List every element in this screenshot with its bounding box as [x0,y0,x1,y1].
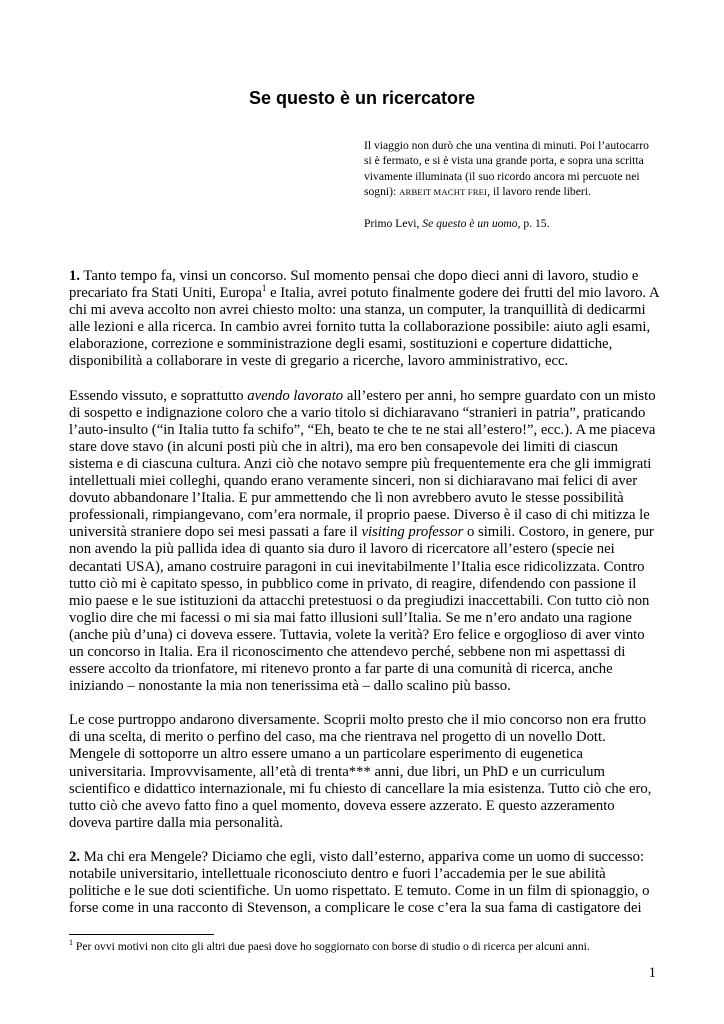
epigraph [364,138,654,231]
paragraph-4 [69,849,659,917]
paragraph-text: Tanto tempo fa, vinsi un concorso. Sul momento pensai che dopo dieci anni di lavoro, studio e precariato fra Stati Uniti, Europa [69,268,639,302]
footnote-marker: 1 [69,938,73,948]
citation-author: Primo Levi, [364,216,423,230]
paragraph-text: e Italia, avrei potuto finalmente godere dei frutti del mio lavoro. A chi mi aveva accolto non avrei chiesto molto: una stanza, un computer, la tranquillità di dedicarmi alle lezioni e alla ricerca. In cambio avrei fornito tutta la collaborazione possibile: aiuto agli esami, elaborazione, correzione e somministrazione degli esami, sostituzioni e coperture didattiche, disponibilità a collaborare in veste di gregario a ricerche, lavoro amministrativo, ecc. [69,285,659,370]
paragraph-3 [69,712,659,832]
epigraph-citation [364,216,654,231]
epigraph-smallcaps: ARBEIT MACHT FREI [399,187,488,198]
paragraph-text: Ma chi era Mengele? Diciamo che egli, visto dall’esterno, appariva come un uomo di successo: notabile universitario, intellettuale riconosciuto dentro e fuori l’accademia per le sue abilità politiche e le sue doti scientifiche. Un uomo rispettato. E temuto. Come in un film di spionaggio, o forse come in una racconto di Stevenson, a complicare le cose c’era la sua fama di castigatore dei [69,848,650,917]
paragraph-italic: avendo lavorato [247,387,344,404]
page-number: 1 [648,965,656,981]
body-text [69,268,659,934]
paragraph-text: all’estero per anni, ho sempre guardato con un misto di sospetto e indignazione coloro che a vario titolo si dichiaravano “stranieri in patria”, praticando l’auto-insulto (“in Italia tutto fa schifo”, “Eh, beato te che te ne stai all’estero!”, ecc.). A me piaceva stare dove stavo (in alcuni posti più che in altri), ma ero ben consapevole dei limiti di ciascun sistema e di ciascuna cultura. Anzi ciò che notavo sempre più frequentemente era che gli immigrati intellettuali miei colleghi, quando erano veramente sinceri, non si dichiaravano mai felici di aver dovuto abbandonare l’Italia. E pur ammettendo che lì non avrebbero avuto le stesse possibilità professionali, rimpiangevano, com’era normale, il proprio paese. Diverso è il caso di chi mitizza le università straniere dopo sei mesi passati a fare il [69,387,656,541]
paragraph-text: o simili. Costoro, in genere, pur non avendo la più pallida idea di quanto sia duro il lavoro di ricercatore all’estero (specie nei decantati USA), amano costruire paragoni in cui inevitabilmente l’Italia esce ridicolizzata. Contro tutto ciò mi è capitato spesso, in pubblico come in privato, di reagire, difendendo con passione il mio paese e le sue istituzioni da attacchi pretestuosi o da pregiudizi inaccettabili. Con tutto ciò non voglio dire che mi facessi o mi sia mai fatto illusioni sull’Italia. Se me n’ero andato una ragione (anche più d’una) ci doveva essere. Tuttavia, volete la verità? Ero felice e orgoglioso di aver vinto un concorso in Italia. Era il riconoscimento che attendevo perché, sebbene non mi aspettassi di essere accolto da trionfatore, mi ritenevo pronto a far parte di una comunità di ricerca, anche iniziando – nonostante la mia non tenerissima età – dallo scalino più basso. [69,524,654,695]
epigraph-text-before: Il viaggio non durò che una ventina di minuti. Poi l’autocarro si è fermato, e si è vista una grande porta, e sopra una scritta vivamente illuminata (il suo ricordo ancora mi percuote nei sogni): [364,139,649,199]
epigraph-quote [364,138,654,201]
page-title: Se questo è un ricercatore [248,88,476,108]
paragraph-1 [69,268,659,371]
footnote-separator [69,934,214,935]
paragraph-italic: visiting professor [361,524,464,541]
section-number: 2. [69,848,81,865]
citation-page: , p. 15. [517,216,550,230]
citation-work: Se questo è un uomo [422,216,518,230]
section-number: 1. [69,268,81,284]
footnote-text: Per ovvi motivi non cito gli altri due paesi dove ho soggiornato con borse di studio o di ricerca per alcuni anni. [73,940,590,953]
epigraph-text-after: , il lavoro rende liberi. [487,185,591,199]
footnote [69,940,669,954]
paragraph-text: Le cose purtroppo andarono diversamente. Scoprii molto presto che il mio concorso non era frutto di una scelta, di merito o perfino del caso, ma che rientrava nel progetto di un novello Dott. Mengele di sottoporre un altro essere umano a un particolare esperimento di eugenetica universitaria. Improvvisamente, all’età di trenta*** anni, due libri, un PhD e un curriculum scientifico e didattico internazionale, mi fu chiesto di cancellare la mia esistenza. Tutto ciò che ero, tutto ciò che avevo fatto fino a quel momento, doveva essere azzerato. E questo azzeramento doveva partire dalla mia personalità. [69,712,652,831]
paragraph-text: Essendo vissuto, e soprattutto [69,387,248,404]
paragraph-2 [69,388,659,696]
footnote-reference[interactable]: 1 [261,283,267,294]
